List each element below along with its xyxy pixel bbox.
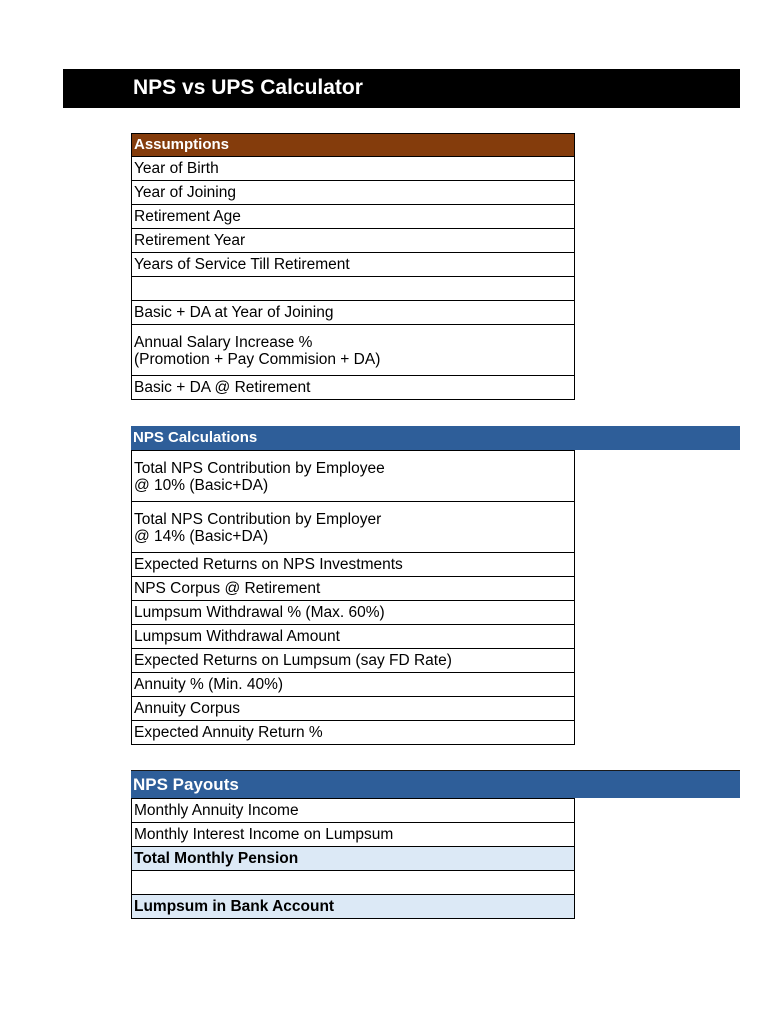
- nps-calculations-section: [131, 426, 740, 745]
- cell-expected-returns-nps[interactable]: Expected Returns on NPS Investments: [132, 553, 574, 577]
- cell-lumpsum-withdrawal-amount[interactable]: Lumpsum Withdrawal Amount: [132, 625, 574, 649]
- nps-payouts-section: [131, 770, 740, 919]
- cell-lumpsum-withdrawal-pct[interactable]: Lumpsum Withdrawal % (Max. 60%): [132, 601, 574, 625]
- cell-empty-payout[interactable]: [132, 871, 574, 895]
- cell-year-of-joining[interactable]: Year of Joining: [132, 181, 574, 205]
- nps-calculations-table: [131, 450, 575, 745]
- cell-annuity-corpus[interactable]: Annuity Corpus: [132, 697, 574, 721]
- cell-nps-corpus[interactable]: NPS Corpus @ Retirement: [132, 577, 574, 601]
- cell-year-of-birth[interactable]: Year of Birth: [132, 157, 574, 181]
- cell-expected-returns-lumpsum[interactable]: Expected Returns on Lumpsum (say FD Rate): [132, 649, 574, 673]
- cell-monthly-interest-income[interactable]: Monthly Interest Income on Lumpsum: [132, 823, 574, 847]
- cell-nps-contribution-employer[interactable]: Total NPS Contribution by Employer @ 14% (Basic+DA): [132, 502, 574, 553]
- cell-monthly-annuity-income[interactable]: Monthly Annuity Income: [132, 799, 574, 823]
- nps-payouts-table: [131, 798, 575, 919]
- cell-annuity-pct[interactable]: Annuity % (Min. 40%): [132, 673, 574, 697]
- assumptions-header[interactable]: Assumptions: [131, 133, 575, 157]
- page-title: NPS vs UPS Calculator: [133, 76, 363, 99]
- cell-basic-da-retirement[interactable]: Basic + DA @ Retirement: [132, 376, 574, 400]
- assumptions-section: [131, 133, 575, 400]
- cell-retirement-age[interactable]: Retirement Age: [132, 205, 574, 229]
- cell-retirement-year[interactable]: Retirement Year: [132, 229, 574, 253]
- cell-years-of-service[interactable]: Years of Service Till Retirement: [132, 253, 574, 277]
- nps-calculations-header[interactable]: NPS Calculations: [131, 426, 740, 450]
- cell-empty[interactable]: [132, 277, 574, 301]
- title-bar: [63, 69, 740, 108]
- cell-nps-contribution-employee[interactable]: Total NPS Contribution by Employee @ 10% (Basic+DA): [132, 451, 574, 502]
- cell-basic-da-joining[interactable]: Basic + DA at Year of Joining: [132, 301, 574, 325]
- cell-total-monthly-pension[interactable]: Total Monthly Pension: [132, 847, 574, 871]
- cell-expected-annuity-return[interactable]: Expected Annuity Return %: [132, 721, 574, 745]
- assumptions-table: [131, 157, 575, 400]
- cell-lumpsum-bank-account[interactable]: Lumpsum in Bank Account: [132, 895, 574, 919]
- cell-annual-salary-increase[interactable]: Annual Salary Increase % (Promotion + Pay Commision + DA): [132, 325, 574, 376]
- nps-payouts-header[interactable]: NPS Payouts: [131, 770, 740, 798]
